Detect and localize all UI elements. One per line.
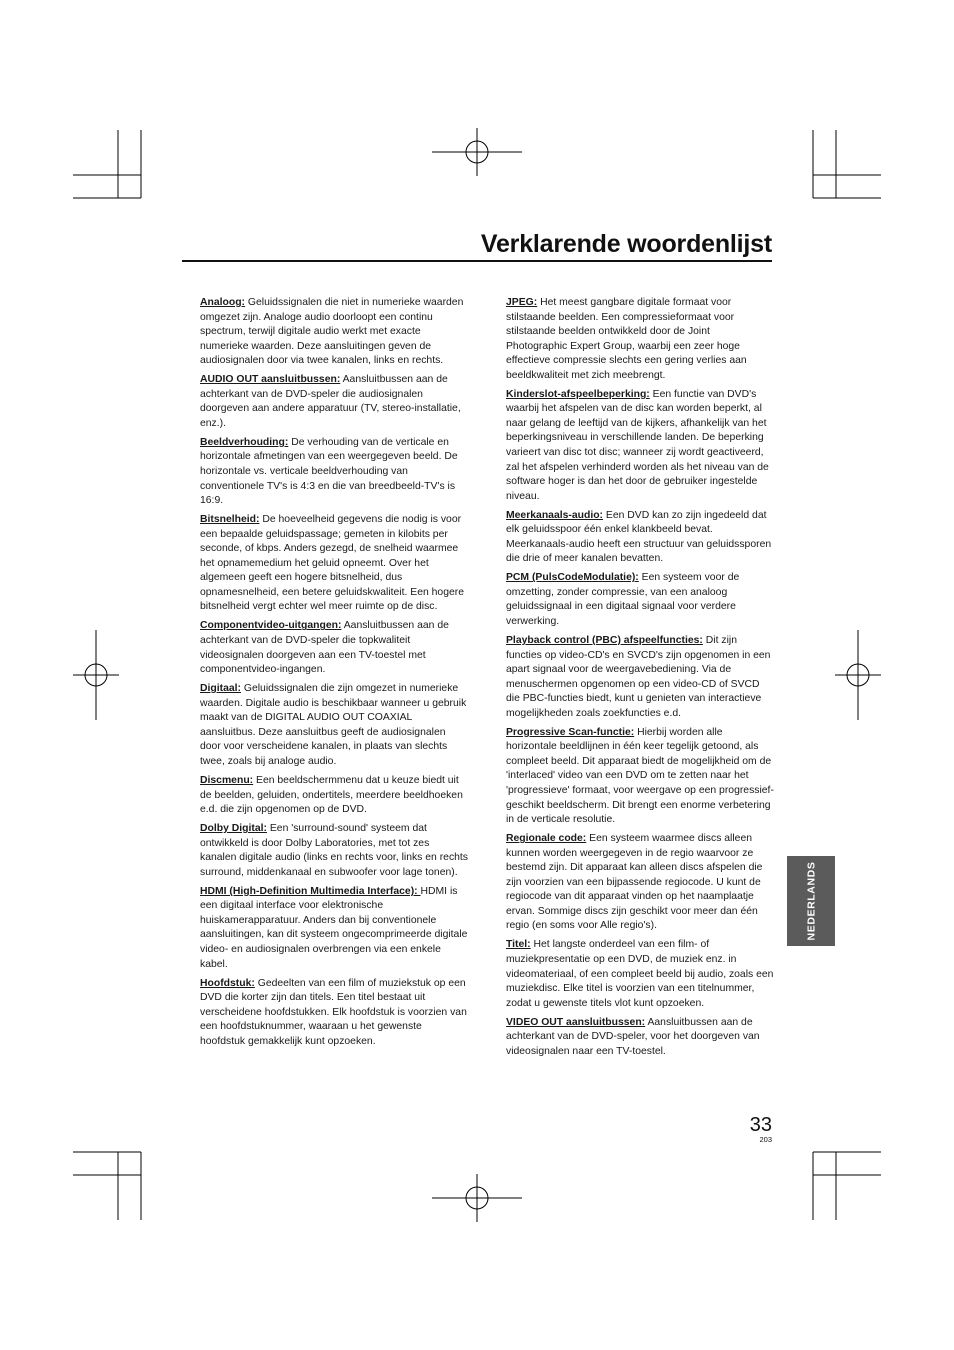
glossary-definition: Een DVD kan zo zijn ingedeeld dat elk geluidsspoor één enkel klankbeeld bevat. Meerkanaals-audio heeft een structuur van geluidssporen die drie of meer kanalen bevatten. <box>506 509 772 565</box>
glossary-definition: Een functie van DVD's waarbij het afspelen van de disc kan worden beperkt, al naar gelang de leeftijd van de kijkers, afhankelijk van het beperkingsniveau in verschillende landen. De beperking varieert van disc tot disc; wanneer zij wordt geactiveerd, zal het afspelen verhinderd worden als het niveau van de software hoger is dan het door de gebruiker ingestelde niveau. <box>506 388 769 502</box>
glossary-term: Digitaal: <box>200 683 241 695</box>
glossary-entry <box>200 619 468 677</box>
glossary-term: Titel: <box>506 939 531 951</box>
glossary-definition: Dit zijn functies op video-CD's en SVCD's zijn opgenomen in een apart signaal voor de weergavebediening. Via de menuschermen opgenomen op een video-CD of SVCD die PBC-functies biedt, kunt u genieten van interactieve mogelijkheden zoals zoekfuncties e.d. <box>506 635 771 719</box>
glossary-entry <box>200 822 468 880</box>
glossary-term: Playback control (PBC) afspeelfuncties: <box>506 635 703 647</box>
glossary-entry <box>506 634 774 721</box>
page-title: Verklarende woordenlijst <box>480 230 772 258</box>
glossary-term: AUDIO OUT aansluitbussen: <box>200 374 341 386</box>
glossary-definition: Aansluitbussen aan de achterkant van de DVD-speler die topkwaliteit videosignalen doorgeven aan een TV-toestel met componentvideo-ingangen. <box>200 620 449 676</box>
glossary-definition: Aansluitbussen aan de achterkant van de DVD-speler, voor het doorgeven van videosignalen naar een TV-toestel. <box>506 1016 760 1057</box>
glossary-term: PCM (PulsCodeModulatie): <box>506 572 639 584</box>
glossary-definition: Een 'surround-sound' systeem dat ontwikkeld is door Dolby Laboratories, met tot zes kanalen digitale audio (links en rechts voor, links en rechts surround, middenkanaal en subwoofer voor lage tonen). <box>200 823 468 878</box>
glossary-term: Analoog: <box>200 297 246 308</box>
glossary-definition: Een systeem voor de omzetting, zonder compressie, van een analoog geluidssignaal in een digitaal signaal voor verdere verwerking. <box>506 572 740 627</box>
glossary-term: Componentvideo-uitgangen: <box>200 620 342 632</box>
title-underline <box>182 260 772 262</box>
glossary-term: Hoofdstuk: <box>200 977 255 989</box>
glossary-entry <box>200 436 468 509</box>
glossary-term: Kinderslot-afspeelbeperking: <box>506 388 650 400</box>
glossary-term: Progressive Scan-functie: <box>506 726 635 738</box>
glossary-definition: Geluidssignalen die zijn omgezet in numerieke waarden. Digitale audio is beschikbaar wanneer u gebruik maakt van de DIGITAL AUDIO OUT COAXIAL aansluitbus. Deze aansluitbus geeft de audiosignalen door voor verscheidene kanalen, in plaats van slechts twee, zoals bij analoge audio. <box>200 683 467 767</box>
glossary-term: Dolby Digital: <box>200 823 267 835</box>
glossary-term: Beeldverhouding: <box>200 436 289 448</box>
page-code: 203 <box>759 1135 772 1144</box>
glossary-entry <box>506 832 774 934</box>
glossary-term: Meerkanaals-audio: <box>506 509 604 521</box>
glossary-term: Discmenu: <box>200 774 254 786</box>
glossary-entry <box>506 938 774 1011</box>
language-side-tab <box>787 856 835 946</box>
glossary-entry <box>200 682 468 769</box>
glossary-term: Bitsnelheid: <box>200 514 260 526</box>
glossary-definition: De verhouding van de verticale en horizontale afmetingen van een weergegeven beeld. De horizontale vs. verticale beeldverhouding van conventionele TV's is 4:3 en die van breedbeeld-TV's is 16:9. <box>200 436 458 507</box>
glossary-entry <box>200 885 468 972</box>
glossary-term: JPEG: <box>506 297 538 308</box>
page-number: 33 <box>749 1114 772 1136</box>
glossary-definition: Een systeem waarmee discs alleen kunnen worden weergegeven in de regio waarvoor ze bestemd zijn. Dit apparaat kan alleen discs afspelen die zijn voorzien van een bijpassende regiocode. U kunt de regiocode van dit apparaat vinden op het naamplaatje ervan. Sommige discs zijn geschikt voor meer dan één regio (en soms voor Alle regio's). <box>506 833 763 932</box>
glossary-term: Regionale code: <box>506 833 587 845</box>
glossary-entry <box>200 977 468 1050</box>
glossary-entry <box>506 1016 774 1060</box>
glossary-entry <box>506 571 774 629</box>
glossary-entry <box>200 296 468 369</box>
glossary-definition: HDMI is een digitaal interface voor elektronische huiskamerapparatuur. Anders dan bij conventionele aansluitingen, kan dit systeem ongecomprimeerde digitale video- en audiosignalen overbrengen via een enkele kabel. <box>200 885 468 970</box>
glossary-entry <box>200 774 468 818</box>
glossary-definition: De hoeveelheid gegevens die nodig is voor een bepaalde geluidspassage; gemeten in kilobits per seconde, of kbps. Anders gezegd, de snelheid waarmee het opnamemedium het geluid opneemt. Over het algemeen geeft een hogere bitsnelheid, dus opnamesnelheid, een betere geluidskwaliteit. Een hogere bitsnelheid vergt echter wel meer ruimte op de disc. <box>200 514 464 613</box>
glossary-definition: Hierbij worden alle horizontale beeldlijnen in één keer tegelijk getoond, als compleet beeld. Dit apparaat biedt de mogelijkheid om de 'interlaced' video van een DVD om te zetten naar het 'progressieve' formaat, voor weergave op een progressief-geschikt beeldscherm. Dit brengt een enorme verbetering in de verticale resolutie. <box>506 726 774 826</box>
glossary-entry <box>506 509 774 567</box>
language-side-tab-label: NEDERLANDS <box>805 861 818 941</box>
glossary-definition: Aansluitbussen aan de achterkant van de DVD-speler die audiosignalen doorgeven aan andere apparatuur (TV, stereo-installatie, enz.). <box>200 374 461 429</box>
glossary-column-right <box>506 296 774 1064</box>
glossary-term: HDMI (High-Definition Multimedia Interface): <box>200 885 421 897</box>
glossary-entry <box>506 388 774 504</box>
glossary-definition: Het meest gangbare digitale formaat voor stilstaande beelden. Een compressieformaat voor stilstaande beelden ontwikkeld door de Joint Photographic Expert Group, waarbij een zeer hoge effectieve compressie slechts een gering verlies aan beeldkwaliteit met zich meebrengt. <box>506 297 747 381</box>
glossary-definition: Het langste onderdeel van een film- of muziekpresentatie op een DVD, de muziek enz. in videomateriaal, of een compleet beeld bij audio, zoals een muziekdisc. Elke titel is voorzien van een titelnummer, zodat u gewenste titels vlot kunt opzoeken. <box>506 939 774 1009</box>
glossary-entry <box>200 513 468 615</box>
glossary-term: VIDEO OUT aansluitbussen: <box>506 1016 646 1028</box>
glossary-entry <box>200 373 468 431</box>
glossary-definition: Geluidssignalen die niet in numerieke waarden omgezet zijn. Analoge audio doorloopt een continu spectrum, terwijl digitale audio werkt met exacte numerieke waarden. Deze aansluitingen geven de audiosignalen door via twee kanalen, links en rechts. <box>200 297 464 367</box>
glossary-entry <box>506 296 774 383</box>
glossary-column-left <box>200 296 468 1054</box>
glossary-definition: Een beeldschermmenu dat u keuze biedt uit de beelden, geluiden, ondertitels, meerdere beeldhoeken e.d. die zijn opgenomen op de DVD. <box>200 774 463 816</box>
glossary-definition: Gedeelten van een film of muziekstuk op een DVD die korter zijn dan titels. Een titel bestaat uit verscheidene hoofdstukken. Elk hoofdstuk is voorzien van een hoofdstuknummer, waaraan u het gewenste hoofdstuk gemakkelijk kunt opzoeken. <box>200 977 467 1047</box>
glossary-entry <box>506 726 774 828</box>
